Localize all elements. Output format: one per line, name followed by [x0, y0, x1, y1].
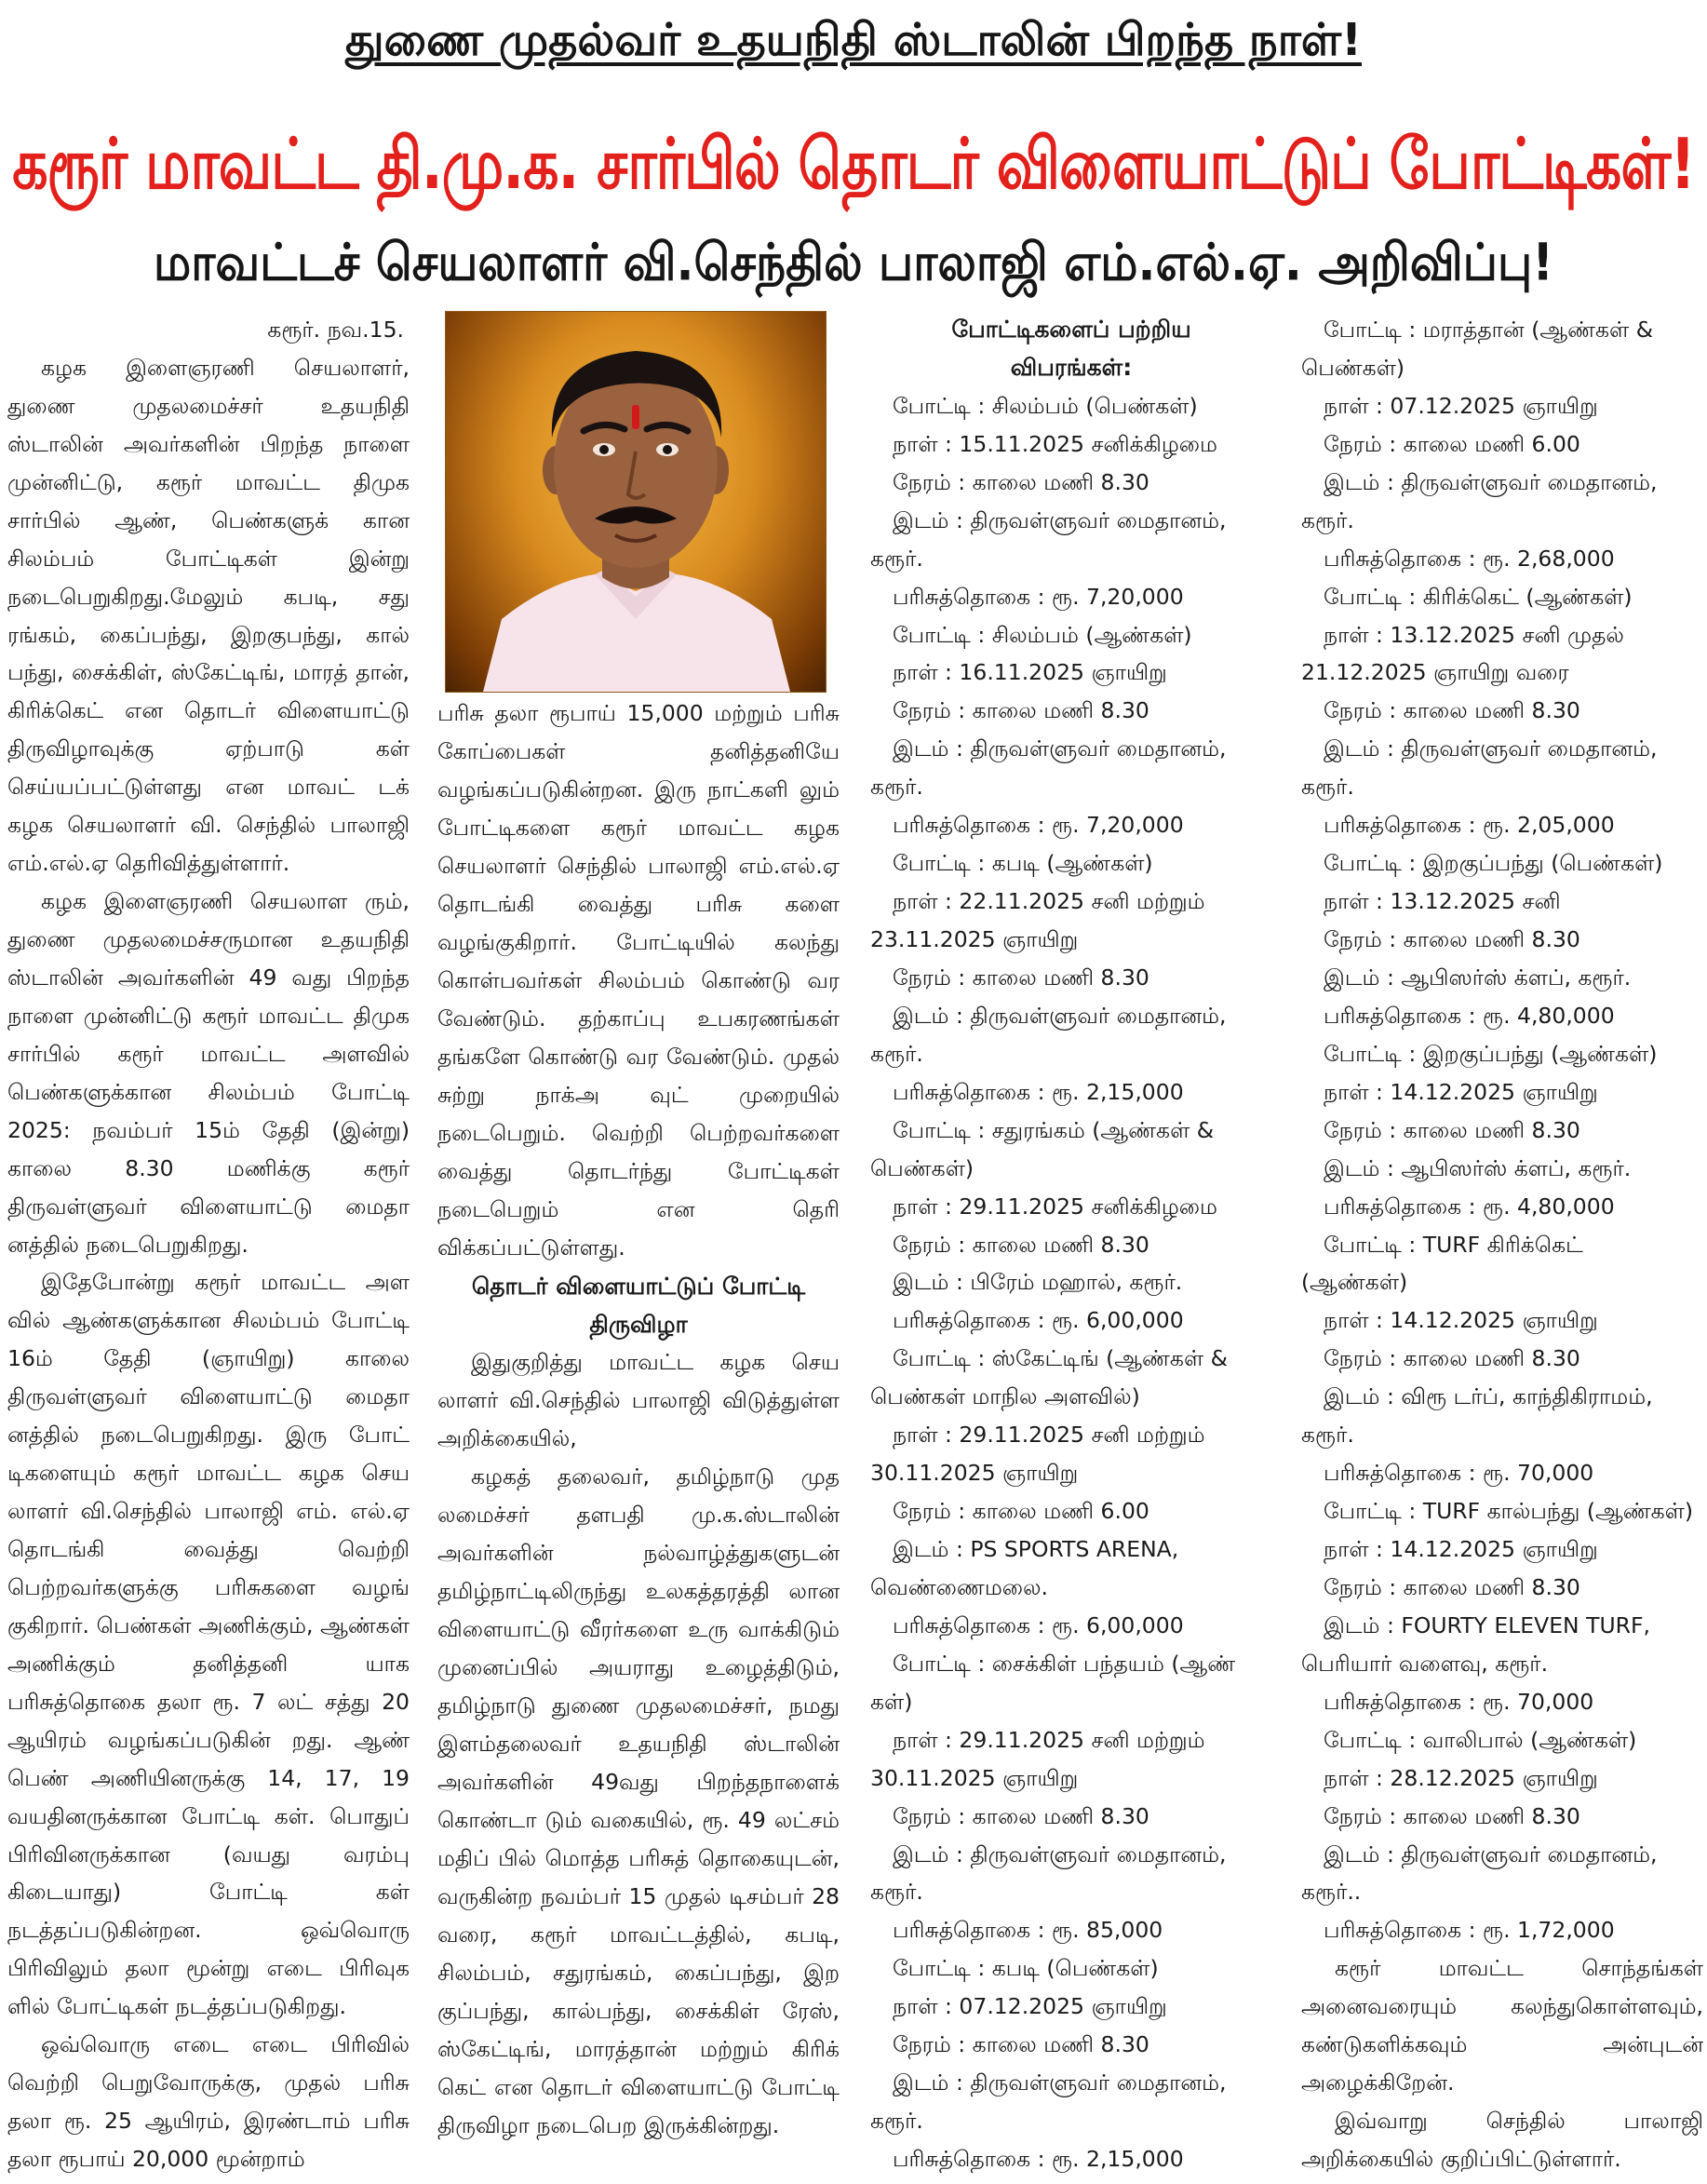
- schedule-list: [870, 387, 1272, 2178]
- schedule-line: நேரம் : காலை மணி 8.30: [1324, 1345, 1580, 1372]
- schedule-line: போட்டி : இறகுப்பந்து (ஆண்கள்): [1324, 1040, 1658, 1067]
- schedule-line: நேரம் : காலை மணி 8.30: [1324, 926, 1580, 952]
- schedule-line: பெண்கள் மாநில அளவில்): [870, 1383, 1140, 1410]
- article-paragraph: கழக இளைஞரணி செயலாளர், துணை முதலமைச்சர் உதயநிதி ஸ்டாலின் அவர்களின் பிறந்த நாளை முன்னிட்டு, கரூர் மாவட்ட திமுக சார்பில் ஆண், பெண்களுக் கான சிலம்பம் போட்டிகள் இன்று நடைபெறுகிறது.மேலும் கபடி, சது ரங்கம், கைப்பந்து, இறகுபந்து, கால் பந்து, சைக்கிள், ஸ்கேட்டிங், மாரத் தான், கிரிக்கெட் என தொடர் விளையாட்டு திருவிழாவுக்கு ஏற்பாடு கள் செய்யப்பட்டுள்ளது என மாவட் டக் கழக செயலாளர் வி. செந்தில் பாலாஜி எம்.எல்.ஏ தெரிவித்துள்ளார்.: [7, 354, 410, 877]
- schedule-line: பரிசுத்தொகை : ரூ. 4,80,000: [1324, 1193, 1615, 1220]
- schedule-line: நேரம் : காலை மணி 8.30: [1324, 1573, 1580, 1600]
- schedule-line: பரிசுத்தொகை : ரூ. 7,20,000: [893, 812, 1184, 839]
- schedule-line: போட்டி : மராத்தான் (ஆண்கள் &: [1324, 317, 1654, 343]
- schedule-line: 30.11.2025 ஞாயிறு: [870, 1764, 1079, 1791]
- schedule-line: கரூர்.: [870, 774, 923, 801]
- schedule-line: பெண்கள்): [1301, 354, 1405, 381]
- column-3: [870, 311, 1272, 2178]
- article-paragraph: கழகத் தலைவர், தமிழ்நாடு முத லமைச்சர் தளபதி மு.க.ஸ்டாலின் அவர்களின் நல்வாழ்த்துகளுடன் தமிழ்நாட்டிலிருந்து உலகத்தரத்தி லான விளையாட்டு வீரர்களை உரு வாக்கிடும் முனைப்பில் அயராது உழைத்திடும், தமிழ்நாடு துணை முதலமைச்சர், நமது இளம்தலைவர் உதயநிதி ஸ்டாலின் அவர்களின் 49வது பிறந்தநாளைக் கொண்டா டும் வகையில், ரூ. 49 லட்சம் மதிப் பில் மொத்த பரிசுத் தொகையுடன், வருகின்ற நவம்பர் 15 முதல் டிசம்பர் 28 வரை, கரூர் மாவட்டத்தில், கபடி, சிலம்பம், சதுரங்கம், கைப்பந்து, இற குப்பந்து, கால்பந்து, சைக்கிள் ரேஸ், ஸ்கேட்டிங், மாரத்தான் மற்றும் கிரிக் கெட் என தொடர் விளையாட்டு போட்டி திருவிழா நடைபெற இருக்கின்றது.: [437, 1463, 840, 2138]
- schedule-line: பரிசுத்தொகை : ரூ. 70,000: [1324, 1688, 1594, 1715]
- schedule-line: பரிசுத்தொகை : ரூ. 7,20,000: [893, 583, 1184, 610]
- schedule-line: போட்டி : சைக்கிள் பந்தயம் (ஆண்: [893, 1650, 1236, 1677]
- portrait-illustration: [446, 312, 826, 692]
- schedule-line: இடம் : திருவள்ளுவர் மைதானம்,: [1324, 468, 1658, 495]
- schedule-line: நேரம் : காலை மணி 8.30: [1324, 1802, 1580, 1829]
- schedule-line: கரூர்.: [870, 1040, 923, 1067]
- schedule-line: பரிசுத்தொகை : ரூ. 85,000: [893, 1917, 1163, 1944]
- column-4: [1301, 311, 1703, 2178]
- schedule-line: நாள் : 07.12.2025 ஞாயிறு: [893, 1993, 1167, 2020]
- schedule-line: இடம் : திருவள்ளுவர் மைதானம்,: [893, 735, 1227, 762]
- schedule-line: 30.11.2025 ஞாயிறு: [870, 1460, 1079, 1487]
- schedule-line: இடம் : FOURTY ELEVEN TURF,: [1324, 1611, 1650, 1638]
- schedule-line: இடம் : திருவள்ளுவர் மைதானம்,: [893, 1002, 1227, 1029]
- article-paragraph: ஒவ்வொரு எடை எடை பிரிவில் வெற்றி பெறுவோருக்கு, முதல் பரிசு தலா ரூ. 25 ஆயிரம், இரண்டாம் பரிசு தலா ரூபாய் 20,000 மூன்றாம்: [7, 2031, 410, 2172]
- schedule-line: நேரம் : காலை மணி 8.30: [1324, 1116, 1580, 1143]
- schedule-line: 23.11.2025 ஞாயிறு: [870, 926, 1079, 952]
- section-subheading: தொடர் விளையாட்டுப் போட்டி திருவிழா: [471, 1273, 806, 1338]
- article-paragraph: கழக இளைஞரணி செயலாள ரும், துணை முதலமைச்சருமான உதயநிதி ஸ்டாலின் அவர்களின் 49 வது பிறந்த நாளை முன்னிட்டு கரூர் மாவட்ட திமுக சார்பில் கரூர் மாவட்ட அளவில் பெண்களுக்கான சிலம்பம் போட்டி 2025: நவம்பர் 15ம் தேதி (இன்று) காலை 8.30 மணிக்கு கரூர் திருவள்ளுவர் விளையாட்டு மைதா னத்தில் நடைபெறுகிறது.: [7, 888, 410, 1258]
- schedule-line: நாள் : 29.11.2025 சனிக்கிழமை: [893, 1193, 1217, 1220]
- article-paragraph: இதேபோன்று கரூர் மாவட்ட அள வில் ஆண்களுக்கான சிலம்பம் போட்டி 16ம் தேதி (ஞாயிறு) காலை திருவள்ளுவர் விளையாட்டு மைதா னத்தில் நடைபெறுகிறது. இரு போட் டிகளையும் கரூர் மாவட்ட கழக செய லாளர் வி.செந்தில் பாலாஜி எம். எல்.ஏ தொடங்கி வைத்து வெற்றி பெற்றவர்களுக்கு பரிசுகளை வழங் குகிறார். பெண்கள் அணிக்கும், ஆண்கள் அணிக்கும் தனித்தனி யாக பரிசுத்தொகை தலா ரூ. 7 லட் சத்து 20 ஆயிரம் வழங்கப்படுகின் றது. ஆண் பெண் அணியினருக்கு 14, 17, 19 வயதினருக்கான போட்டி கள். பொதுப் பிரிவினருக்கான (வயது வரம்பு கிடையாது) போட்டி கள் நடத்தப்படுகின்றன. ஒவ்வொரு பிரிவிலும் தலா மூன்று எடை பிரிவுக ளில் போட்டிகள் நடத்தப்படுகிறது.: [7, 1269, 410, 2020]
- schedule-line: போட்டி : ஸ்கேட்டிங் (ஆண்கள் &: [893, 1345, 1228, 1372]
- closing-paragraph: கரூர் மாவட்ட சொந்தங்கள் அனைவரையும் கலந்துகொள்ளவும், கண்டுகளிக்கவும் அன்புடன் அழைக்கிறேன்.: [1301, 1955, 1703, 2096]
- schedule-line: பரிசுத்தொகை : ரூ. 2,68,000: [1324, 545, 1615, 572]
- schedule-line: நாள் : 29.11.2025 சனி மற்றும்: [893, 1422, 1205, 1449]
- schedule-line: கரூர்.: [1301, 774, 1354, 801]
- column-1: [7, 311, 410, 2178]
- schedule-line: நேரம் : காலை மணி 8.30: [893, 1802, 1149, 1829]
- schedule-title: விபரங்கள்:: [1010, 353, 1133, 381]
- sub-headline: மாவட்டச் செயலாளர் வி.செந்தில் பாலாஜி எம்.எல்.ஏ. அறிவிப்பு!: [153, 233, 1554, 292]
- schedule-line: நாள் : 28.12.2025 ஞாயிறு: [1324, 1764, 1598, 1791]
- schedule-line: இடம் : பிரேம் மஹால், கரூர்.: [893, 1269, 1183, 1296]
- closing-paragraph: இவ்வாறு செந்தில் பாலாஜி அறிக்கையில் குறிப்பிட்டுள்ளார்.: [1301, 2108, 1703, 2172]
- schedule-line: இடம் : ஆபிஸர்ஸ் க்ளப், கரூர்.: [1324, 964, 1632, 991]
- article-paragraph: பரிசு தலா ரூபாய் 15,000 மற்றும் பரிசு கோப்பைகள் தனித்தனியே வழங்கப்படுகின்றன. இரு நாட்களி லும் போட்டிகளை கரூர் மாவட்ட கழக செயலாளர் செந்தில் பாலாஜி எம்.எல்.ஏ தொடங்கி வைத்து பரிசு களை வழங்குகிறார். போட்டியில் கலந்து கொள்பவர்கள் சிலம்பம் கொண்டு வர வேண்டும். தற்காப்பு உபகரணங்கள் தங்களே கொண்டு வர வேண்டும். முதல் சுற்று நாக்அ வுட் முறையில் நடைபெறும். வெற்றி பெற்றவர்களை வைத்து தொடர்ந்து போட்டிகள் நடைபெறும் என தெரி விக்கப்பட்டுள்ளது.: [437, 700, 840, 1261]
- schedule-line: இடம் : திருவள்ளுவர் மைதானம்,: [893, 1840, 1227, 1867]
- schedule-line: கள்): [870, 1688, 913, 1715]
- schedule-line: பெண்கள்): [870, 1154, 974, 1181]
- schedule-line: நாள் : 13.12.2025 சனி: [1324, 888, 1561, 915]
- schedule-line: நாள் : 14.12.2025 ஞாயிறு: [1324, 1078, 1598, 1105]
- schedule-line: போட்டி : கிரிக்கெட் (ஆண்கள்): [1324, 583, 1633, 610]
- schedule-line: போட்டி : சதுரங்கம் (ஆண்கள் &: [893, 1116, 1215, 1143]
- schedule-line: (ஆண்கள்): [1301, 1269, 1408, 1296]
- schedule-line: கரூர்..: [1301, 1879, 1362, 1906]
- schedule-line: போட்டி : TURF கால்பந்து (ஆண்கள்): [1324, 1498, 1694, 1525]
- main-headline: கரூர் மாவட்ட தி.மு.க. சார்பில் தொடர் விளையாட்டுப் போட்டிகள்!: [12, 124, 1695, 206]
- schedule-line: இடம் : PS SPORTS ARENA,: [893, 1536, 1179, 1562]
- schedule-line: பரிசுத்தொகை : ரூ. 6,00,000: [893, 1611, 1184, 1638]
- schedule-line: கரூர்.: [870, 545, 923, 572]
- schedule-line: கரூர்.: [870, 2108, 923, 2135]
- schedule-line: பரிசுத்தொகை : ரூ. 2,05,000: [1324, 812, 1615, 839]
- schedule-line: இடம் : திருவள்ளுவர் மைதானம்,: [893, 2069, 1227, 2096]
- schedule-line: போட்டி : இறகுப்பந்து (பெண்கள்): [1324, 850, 1663, 877]
- schedule-line: கரூர்.: [870, 1879, 923, 1906]
- schedule-line: இடம் : ஆபிஸர்ஸ் க்ளப், கரூர்.: [1324, 1154, 1632, 1181]
- schedule-line: நாள் : 29.11.2025 சனி மற்றும்: [893, 1726, 1205, 1753]
- schedule-title: போட்டிகளைப் பற்றிய: [951, 316, 1191, 343]
- schedule-line: போட்டி : சிலம்பம் (ஆண்கள்): [893, 621, 1192, 648]
- schedule-line: நேரம் : காலை மணி 8.30: [893, 468, 1149, 495]
- schedule-list: [1301, 311, 1703, 1949]
- schedule-line: பெரியார் வளைவு, கரூர்.: [1301, 1650, 1549, 1677]
- schedule-line: இடம் : திருவள்ளுவர் மைதானம்,: [1324, 735, 1658, 762]
- kicker-headline: துணை முதல்வர் உதயநிதி ஸ்டாலின் பிறந்த நாள்!: [344, 14, 1363, 66]
- schedule-line: வெண்ணைமலை.: [870, 1573, 1048, 1600]
- schedule-line: நேரம் : காலை மணி 8.30: [893, 697, 1149, 724]
- schedule-line: பரிசுத்தொகை : ரூ. 2,15,000: [893, 1078, 1184, 1105]
- column-2: [437, 694, 840, 2145]
- schedule-line: நேரம் : காலை மணி 6.00: [893, 1498, 1149, 1525]
- schedule-line: கரூர்.: [1301, 506, 1354, 533]
- schedule-line: போட்டி : வாலிபால் (ஆண்கள்): [1324, 1726, 1637, 1753]
- schedule-line: இடம் : விரூ டர்ப், காந்திகிராமம்,: [1324, 1383, 1653, 1410]
- schedule-line: போட்டி : சிலம்பம் (பெண்கள்): [893, 392, 1198, 419]
- schedule-line: நேரம் : காலை மணி 6.00: [1324, 430, 1580, 457]
- schedule-line: நாள் : 13.12.2025 சனி முதல்: [1324, 621, 1624, 648]
- schedule-line: கரூர்.: [1301, 1422, 1354, 1449]
- schedule-line: பரிசுத்தொகை : ரூ. 4,80,000: [1324, 1002, 1615, 1029]
- schedule-line: நாள் : 15.11.2025 சனிக்கிழமை: [893, 430, 1217, 457]
- schedule-line: பரிசுத்தொகை : ரூ. 70,000: [1324, 1460, 1594, 1487]
- schedule-line: பரிசுத்தொகை : ரூ. 1,72,000: [1324, 1917, 1615, 1944]
- schedule-line: நேரம் : காலை மணி 8.30: [893, 1231, 1149, 1258]
- schedule-line: நேரம் : காலை மணி 8.30: [893, 964, 1149, 991]
- schedule-line: போட்டி : கபடி (ஆண்கள்): [893, 850, 1153, 877]
- schedule-line: இடம் : திருவள்ளுவர் மைதானம்,: [893, 506, 1227, 533]
- schedule-line: நாள் : 07.12.2025 ஞாயிறு: [1324, 392, 1598, 419]
- schedule-line: 21.12.2025 ஞாயிறு வரை: [1301, 659, 1569, 686]
- schedule-line: போட்டி : TURF கிரிக்கெட்: [1324, 1231, 1583, 1258]
- schedule-line: நாள் : 14.12.2025 ஞாயிறு: [1324, 1307, 1598, 1334]
- schedule-line: நேரம் : காலை மணி 8.30: [1324, 697, 1580, 724]
- schedule-line: நாள் : 16.11.2025 ஞாயிறு: [893, 659, 1167, 686]
- schedule-line: இடம் : திருவள்ளுவர் மைதானம்,: [1324, 1840, 1658, 1867]
- portrait-photo: [445, 311, 827, 693]
- schedule-line: நேரம் : காலை மணி 8.30: [893, 2031, 1149, 2058]
- schedule-line: பரிசுத்தொகை : ரூ. 6,00,000: [893, 1307, 1184, 1334]
- schedule-line: பரிசுத்தொகை : ரூ. 2,15,000: [893, 2146, 1184, 2172]
- dateline: கரூர். நவ.15.: [267, 317, 404, 343]
- schedule-line: நாள் : 14.12.2025 ஞாயிறு: [1324, 1536, 1598, 1562]
- article-paragraph: இதுகுறித்து மாவட்ட கழக செய லாளர் வி.செந்தில் பாலாஜி விடுத்துள்ள அறிக்கையில்,: [437, 1349, 840, 1451]
- schedule-line: நாள் : 22.11.2025 சனி மற்றும்: [893, 888, 1205, 915]
- schedule-line: போட்டி : கபடி (பெண்கள்): [893, 1955, 1159, 1982]
